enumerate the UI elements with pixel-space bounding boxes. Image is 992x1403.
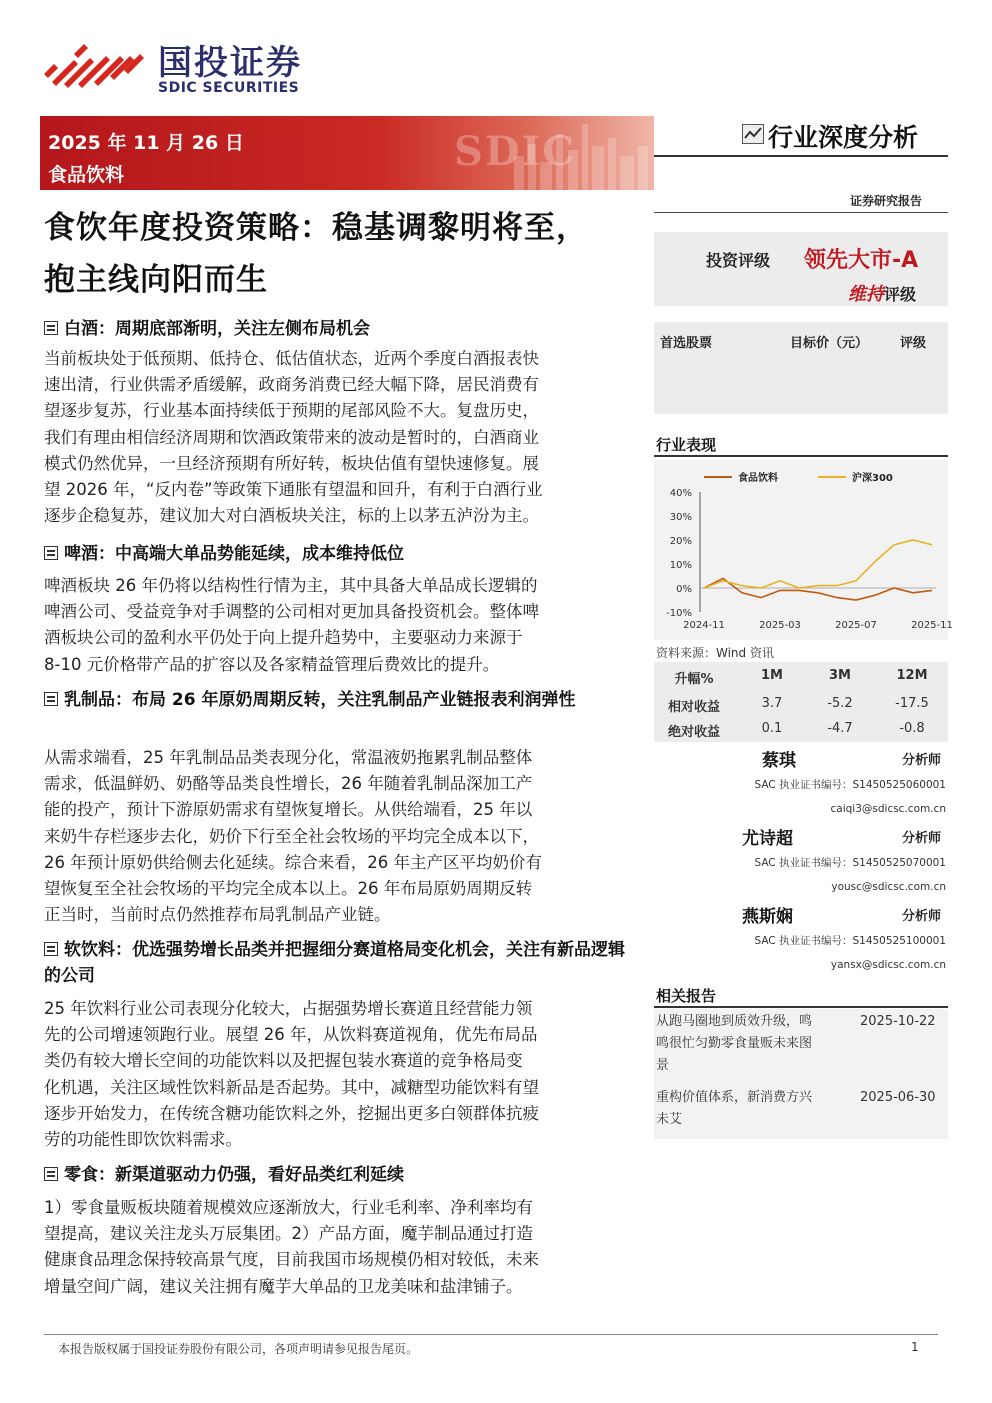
body-line: 8-10 元价格带产品的扩容以及各家精益管理后费效比的提升。 bbox=[44, 654, 500, 674]
perf-header-3m: 3M bbox=[829, 668, 851, 683]
body-line: 化机遇，关注区域性饮料新品是否起势。其中，减糖型功能饮料有望 bbox=[44, 1077, 539, 1097]
y-tick-label: 40% bbox=[669, 488, 692, 499]
y-tick-label: 20% bbox=[669, 536, 692, 547]
body-line: 能的投产，预计下游原奶需求有望恢复增长。从供给端看，25 年以 bbox=[44, 800, 533, 820]
report-type-label: 证券研究报告 bbox=[850, 194, 923, 208]
section-body-dairy bbox=[44, 745, 638, 928]
section-heading-dairy bbox=[44, 687, 640, 713]
list-icon bbox=[44, 692, 58, 706]
body-line: 1）零食量贩板块随着规模效应逐渐放大，行业毛利率、净利率均有 bbox=[44, 1198, 533, 1217]
perf-row-absolute-12m: -0.8 bbox=[899, 721, 925, 736]
body-line: 当前板块处于低预期、低持仓、低估值状态，近两个季度白酒报表快 bbox=[44, 349, 539, 368]
rating-keep-suffix: 评级 bbox=[884, 285, 917, 304]
body-line: 先的公司增速领跑行业。展望 26 年，从饮料赛道视角，优先布局品 bbox=[44, 1025, 538, 1045]
body-line: 望提高，建议关注龙头万辰集团。2）产品方面，魔芋制品通过打造 bbox=[44, 1224, 533, 1244]
body-line: 从需求端看，25 年乳制品品类表现分化，常温液奶拖累乳制品整体 bbox=[44, 748, 533, 767]
body-line: 需求，低温鲜奶、奶酪等品类良性增长，26 年随着乳制品深加工产 bbox=[44, 774, 533, 794]
legend-label: 食品饮料 bbox=[738, 473, 778, 484]
performance-divider bbox=[654, 455, 948, 457]
picks-header-target: 目标价（元） bbox=[790, 336, 869, 351]
performance-chart-panel bbox=[654, 460, 953, 640]
report-category-text: 行业深度分析 bbox=[768, 123, 919, 152]
y-tick-label: 30% bbox=[669, 512, 692, 523]
body-line: 增量空间广阔，建议关注拥有魔芋大单品的卫龙美味和盐津铺子。 bbox=[44, 1276, 523, 1296]
section-heading-beer bbox=[44, 541, 640, 567]
related-report-title-line: 从跑马圈地到质效升级，鸣 bbox=[656, 1014, 813, 1029]
body-line: 25 年饮料行业公司表现分化较大，占据强势增长赛道且经营能力领 bbox=[44, 999, 533, 1018]
title-line-1: 食饮年度投资策略：稳基调黎明将至， bbox=[44, 210, 588, 246]
body-line: 望恢复至全社会牧场的平均完全成本以上。26 年布局原奶周期反转 bbox=[44, 879, 533, 899]
footer-disclaimer: 本报告版权属于国投证券股份有限公司，各项声明请参见报告尾页。 bbox=[58, 1342, 419, 1356]
body-line: 来奶牛存栏逐步去化，奶价下行至全社会牧场的平均完全成本以下， bbox=[44, 826, 539, 846]
analyst-role: 分析师 bbox=[902, 753, 942, 768]
perf-row-relative-1m: 3.7 bbox=[761, 696, 783, 711]
section-heading-text: 零食：新渠道驱动力仍强，看好品类红利延续 bbox=[64, 1165, 404, 1185]
y-tick-label: 10% bbox=[669, 560, 692, 571]
list-icon bbox=[44, 942, 58, 956]
picks-header-stock: 首选股票 bbox=[660, 336, 713, 351]
x-tick-label: 2024-11 bbox=[683, 620, 725, 631]
related-report-title-line: 景 bbox=[656, 1058, 670, 1073]
date-sector-banner bbox=[40, 116, 654, 190]
section-heading-soft-drinks bbox=[44, 937, 640, 989]
header-divider-thin bbox=[654, 212, 948, 213]
report-date: 2025 年 11 月 26 日 bbox=[48, 132, 244, 154]
rating-value: 领先大市-A bbox=[804, 248, 919, 273]
x-tick-label: 2025-07 bbox=[835, 620, 877, 631]
body-line: 正当时，当前时点仍然推荐布局乳制品产业链。 bbox=[44, 905, 391, 925]
section-heading-snacks bbox=[44, 1162, 640, 1188]
related-report-date: 2025-06-30 bbox=[860, 1090, 936, 1105]
related-report-title[interactable] bbox=[656, 1011, 828, 1077]
perf-header-12m: 12M bbox=[896, 668, 928, 683]
report-title bbox=[44, 202, 654, 306]
body-line: 望 2026 年，“反内卷”等政策下通胀有望温和回升，有利于白酒行业 bbox=[44, 480, 543, 500]
report-sector: 食品饮料 bbox=[48, 164, 125, 186]
body-line: 啤酒公司、受益竞争对手调整的公司相对更加具备投资机会。整体啤 bbox=[44, 602, 539, 622]
analyst-name: 燕斯娴 bbox=[742, 907, 793, 927]
body-line: 逐步开始发力，在传统含糖功能饮料之外，挖掘出更多白领群体抗疲 bbox=[44, 1103, 539, 1123]
body-line: 酒板块公司的盈利水平仍处于向上提升趋势中，主要驱动力来源于 bbox=[44, 628, 523, 648]
section-body-beer bbox=[44, 573, 638, 678]
related-report-title-line: 未艾 bbox=[656, 1112, 683, 1127]
analyst-name: 尤诗超 bbox=[742, 829, 793, 849]
x-tick-label: 2025-03 bbox=[759, 620, 801, 631]
perf-row-relative-label: 相对收益 bbox=[667, 700, 720, 715]
logo-english-name: SDIC SECURITIES bbox=[158, 80, 300, 96]
section-body-soft-drinks bbox=[44, 996, 638, 1153]
title-line-2: 抱主线向阳而生 bbox=[44, 262, 268, 298]
body-line: 望逐步复苏，行业基本面持续低于预期的尾部风险不大。复盘历史， bbox=[44, 401, 539, 421]
report-category-label bbox=[742, 118, 918, 154]
section-heading-baijiu bbox=[44, 316, 640, 342]
list-icon bbox=[44, 321, 58, 335]
header-divider bbox=[654, 155, 948, 157]
y-tick-label: -10% bbox=[666, 608, 692, 619]
series-line bbox=[704, 578, 932, 600]
analyst-name: 蔡琪 bbox=[762, 751, 796, 771]
list-icon bbox=[44, 546, 58, 560]
analyst-email[interactable]: caiqi3@sdicsc.com.cn bbox=[830, 803, 946, 815]
section-heading-text: 白酒：周期底部渐明，关注左侧布局机会 bbox=[64, 319, 370, 339]
related-report-date: 2025-10-22 bbox=[860, 1014, 936, 1029]
series-line bbox=[704, 540, 932, 588]
perf-header-label: 升幅% bbox=[674, 672, 714, 687]
section-body-baijiu bbox=[44, 346, 638, 529]
perf-row-relative-12m: -17.5 bbox=[895, 696, 929, 711]
picks-header-rating: 评级 bbox=[900, 336, 927, 351]
performance-table bbox=[654, 662, 948, 742]
perf-row-absolute-label: 绝对收益 bbox=[667, 725, 720, 740]
body-line: 类仍有较大增长空间的功能饮料以及把握包装水赛道的竞争格局变 bbox=[44, 1051, 523, 1071]
body-line: 逐步企稳复苏，建议加大对白酒板块关注，标的上以茅五泸汾为主。 bbox=[44, 506, 539, 526]
sdic-logo-mark bbox=[44, 44, 150, 88]
footer-divider bbox=[44, 1334, 938, 1335]
section-body-snacks bbox=[44, 1195, 638, 1300]
perf-header-1m: 1M bbox=[761, 668, 783, 683]
analyst-role: 分析师 bbox=[902, 909, 942, 924]
perf-row-relative-3m: -5.2 bbox=[827, 696, 853, 711]
chart-source: 资料来源：Wind 资讯 bbox=[656, 646, 774, 660]
y-tick-label: 0% bbox=[676, 584, 692, 595]
section-heading-text: 啤酒：中高端大单品势能延续，成本维持低位 bbox=[64, 544, 404, 564]
performance-title: 行业表现 bbox=[656, 436, 717, 454]
body-line: 健康食品理念保持较高景气度，目前我国市场规模仍相对较低，未来 bbox=[44, 1250, 539, 1270]
body-line: 啤酒板块 26 年仍将以结构性行情为主，其中具备大单品成长逻辑的 bbox=[44, 576, 538, 595]
body-line: 模式仍然优异，一旦经济预期有所好转，板块估值有望快速修复。展 bbox=[44, 453, 539, 473]
related-report-title[interactable] bbox=[656, 1087, 828, 1131]
perf-row-absolute-3m: -4.7 bbox=[827, 721, 853, 736]
rating-maintain bbox=[848, 280, 916, 306]
rating-label: 投资评级 bbox=[706, 251, 771, 270]
rating-keep-word: 维持 bbox=[848, 284, 884, 305]
body-line: 速出清，行业供需矛盾缓解，政商务消费已经大幅下降，居民消费有 bbox=[44, 375, 539, 395]
related-reports-title: 相关报告 bbox=[656, 987, 717, 1005]
related-reports-divider bbox=[654, 1006, 948, 1008]
analyst-cert: SAC 执业证书编号：S1450525070001 bbox=[754, 857, 946, 869]
page-number: 1 bbox=[911, 1340, 919, 1354]
body-line: 26 年预计原奶供给侧去化延续。综合来看，26 年主产区平均奶价有 bbox=[44, 852, 542, 872]
legend-label: 沪深300 bbox=[852, 473, 893, 484]
body-line: 劳的功能性即饮饮料需求。 bbox=[44, 1130, 242, 1150]
analyst-cert: SAC 执业证书编号：S1450525060001 bbox=[754, 779, 946, 791]
related-report-title-line: 重构价值体系，新消费方兴 bbox=[656, 1090, 813, 1105]
analyst-email[interactable]: yousc@sdicsc.com.cn bbox=[831, 881, 946, 893]
performance-line-chart bbox=[654, 460, 953, 640]
section-heading-text: 软饮料：优选强势增长品类并把握细分赛道格局变化机会，关注有新品逻辑的公司 bbox=[44, 940, 625, 986]
analyst-email[interactable]: yansx@sdicsc.com.cn bbox=[830, 959, 946, 971]
related-report-title-line: 鸣很忙匀勤零食量贩未来图 bbox=[656, 1036, 813, 1051]
sdic-watermark: SDIC bbox=[454, 128, 577, 175]
list-icon bbox=[44, 1167, 58, 1181]
x-tick-label: 2025-11 bbox=[911, 620, 953, 631]
perf-row-absolute-1m: 0.1 bbox=[761, 721, 783, 736]
section-heading-text: 乳制品：布局 26 年原奶周期反转，关注乳制品产业链报表利润弹性 bbox=[64, 690, 576, 710]
logo-chinese-name: 国投证券 bbox=[158, 43, 302, 83]
body-line: 我们有理由相信经济周期和饮酒政策带来的波动是暂时的，白酒商业 bbox=[44, 427, 539, 447]
analyst-role: 分析师 bbox=[902, 831, 942, 846]
analyst-cert: SAC 执业证书编号：S1450525100001 bbox=[754, 935, 946, 947]
